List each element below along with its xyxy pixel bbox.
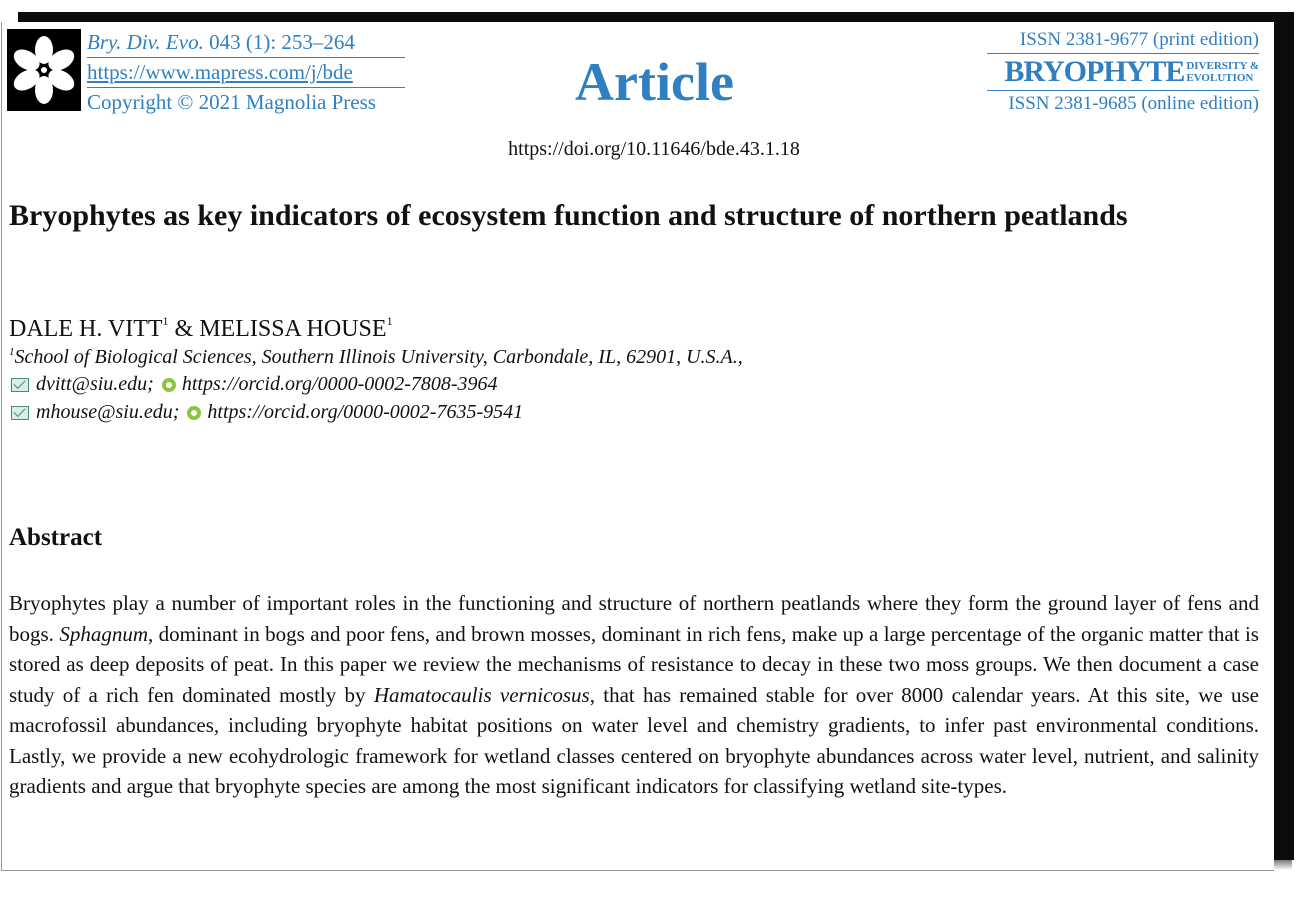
email-link[interactable]: dvitt@siu.edu; [36,373,154,395]
volume-info: 043 (1): 253–264 [209,30,355,54]
abstract-part: , that has remained stable for over 8000 calendar years. At this site, we use macrofossil abundances, including bryophyte habitat positions on water level and chemistry gradients, to infer past environmental conditions. Lastly, we provide a new ecohydrologic framework for wetland classes centered on bryophyte abundances across water level, nutrient, and salinity gradients and argue that bryophyte species are among the most significant indicators for classifying wetland site-types. [9,682,1259,798]
issn-print: ISSN 2381-9677 (print edition) [1019,29,1259,50]
issn-online: ISSN 2381-9685 (online edition) [1008,93,1259,114]
author-separator: & [168,316,200,342]
author-name: DALE H. VITT [9,316,163,342]
orcid-icon [162,378,176,392]
orcid-icon [187,406,201,420]
journal-brand-block [987,27,1259,117]
journal-info [87,28,405,117]
journal-logo [7,29,81,111]
doi-link[interactable]: https://doi.org/10.11646/bde.43.1.18 [508,138,800,160]
email-link[interactable]: mhouse@siu.edu; [36,401,180,423]
abstract-part: , dominant in bogs and poor fens, and brown mosses, dominant in rich fens, make up a large percentage of the organic matter that is stored as deep deposits of peat. In this paper we review the mechanisms of resistance to decay in these two moss groups. We then document a case study of a rich fen dominated mostly by [9,621,1259,707]
contact-row [11,373,498,396]
brand-sub-line-2: EVOLUTION [1186,72,1254,84]
paper-title: Bryophytes as key indicators of ecosystem function and structure of northern peatlands [9,199,1128,232]
affiliation-text: School of Biological Sciences, Southern Illinois University, Carbondale, IL, 62901, U.S.A., [14,346,743,368]
author-list [9,316,393,343]
orcid-link[interactable]: https://orcid.org/0000-0002-7808-3964 [181,373,498,395]
author-superscript: 1 [162,314,169,328]
email-icon [11,406,29,420]
journal-brand [987,53,1259,91]
abstract-part: Bryophytes play a number of important roles in the functioning and structure of northern peatlands where they form the ground layer of fens and bogs. [9,591,1259,646]
abstract-heading: Abstract [9,524,103,551]
journal-url-link[interactable]: https://www.mapress.com/j/bde [87,60,353,84]
journal-citation [87,28,405,58]
brand-sub-line-1: DIVERSITY & [1186,60,1259,72]
taxon-name: Hamatocaulis vernicosus [373,682,590,707]
email-icon [11,378,29,392]
taxon-name: Sphagnum [59,621,148,646]
copyright: Copyright © 2021 Magnolia Press [87,90,376,114]
journal-url-row [87,58,405,88]
paper-page [1,22,1274,871]
author-name: MELISSA HOUSE [199,316,387,342]
brand-main: BRYOPHYTE [1004,55,1185,88]
author-superscript: 1 [386,314,393,328]
brand-sub [1186,60,1259,84]
journal-abbr: Bry. Div. Evo. [87,30,204,54]
flower-logo-icon [7,29,81,111]
abstract-text [9,588,1259,802]
contact-row [11,401,523,424]
article-type-heading: Article [575,52,734,112]
orcid-link[interactable]: https://orcid.org/0000-0002-7635-9541 [207,401,524,423]
affiliation [9,346,743,369]
affiliation-superscript: 1 [9,346,15,358]
